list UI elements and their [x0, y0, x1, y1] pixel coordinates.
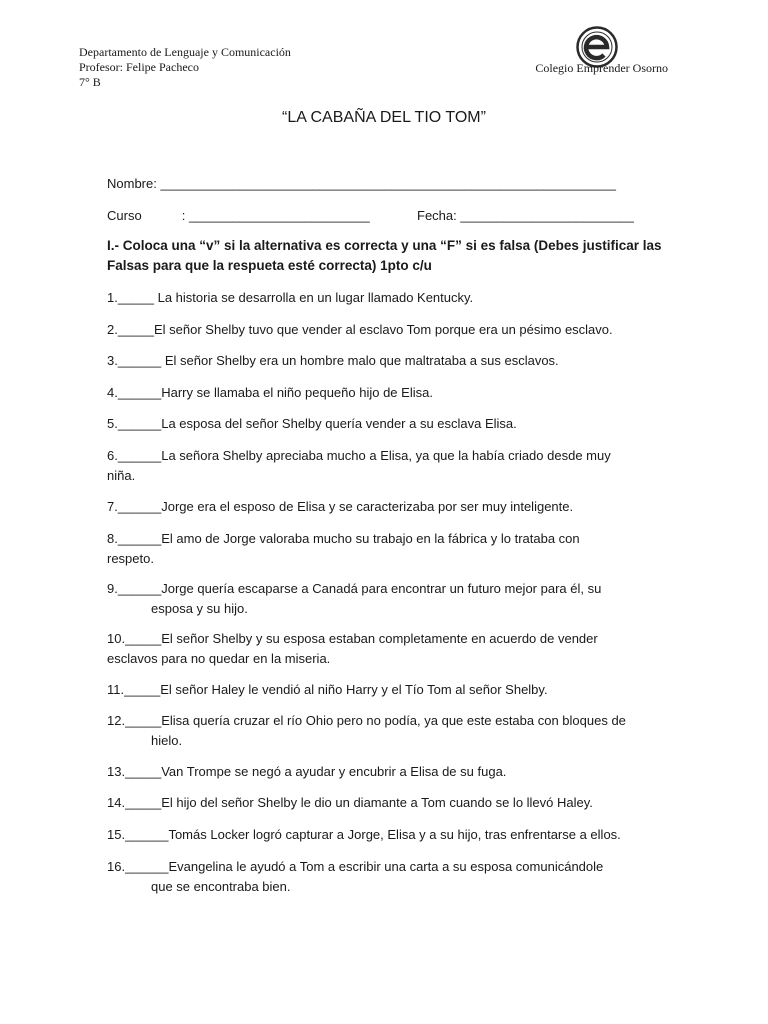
teacher-line: Profesor: Felipe Pacheco — [79, 60, 199, 74]
name-label: Nombre: — [107, 176, 157, 191]
school-name: Colegio Emprender Osorno — [535, 61, 668, 75]
question-text: 14._____El hijo del señor Shelby le dio un diamante a Tom cuando se lo llevó Haley. — [107, 795, 593, 810]
question-continuation: respeto. — [107, 550, 154, 566]
question-item — [107, 579, 667, 618]
question-item — [107, 793, 667, 813]
question-text: 1._____ La historia se desarrolla en un lugar llamado Kentucky. — [107, 290, 474, 305]
question-item — [107, 629, 667, 668]
question-item — [107, 414, 667, 434]
question-text: 9.______Jorge quería escaparse a Canadá para encontrar un futuro mejor para él, su — [107, 581, 602, 596]
name-field-row — [107, 174, 616, 194]
question-item — [107, 497, 667, 517]
question-item — [107, 446, 667, 485]
question-continuation: esclavos para no quedar en la miseria. — [107, 650, 331, 666]
question-text: 15.______Tomás Locker logró capturar a Jorge, Elisa y a su hijo, tras enfrentarse a ellos. — [107, 827, 621, 842]
question-continuation: hielo. — [151, 732, 183, 748]
question-text: 16.______Evangelina le ayudó a Tom a escribir una carta a su esposa comunicándole — [107, 859, 604, 874]
question-text: 2._____El señor Shelby tuvo que vender al esclavo Tom porque era un pésimo esclavo. — [107, 322, 613, 337]
question-item — [107, 762, 667, 782]
question-continuation: que se encontraba bien. — [151, 878, 291, 894]
question-text: 12._____Elisa quería cruzar el río Ohio pero no podía, ya que este estaba con bloques de — [107, 713, 626, 728]
date-field-row — [417, 206, 634, 226]
course-label: Curso — [107, 208, 142, 223]
question-text: 13._____Van Trompe se negó a ayudar y encubrir a Elisa de su fuga. — [107, 764, 507, 779]
question-item — [107, 857, 667, 896]
department-line: Departamento de Lenguaje y Comunicación — [79, 45, 291, 59]
question-text: 6.______La señora Shelby apreciaba mucho a Elisa, ya que la había criado desde muy — [107, 448, 611, 463]
question-continuation: esposa y su hijo. — [151, 600, 248, 616]
course-blank[interactable]: _________________________ — [188, 208, 370, 223]
date-label: Fecha: — [417, 208, 457, 223]
question-text: 5.______La esposa del señor Shelby quería vender a su esclava Elisa. — [107, 416, 517, 431]
name-blank[interactable]: _______________________________________________________________ — [160, 176, 616, 191]
question-text: 8.______El amo de Jorge valoraba mucho su trabajo en la fábrica y lo trataba con — [107, 531, 580, 546]
document-title: “LA CABAÑA DEL TIO TOM” — [282, 109, 486, 126]
question-item — [107, 351, 667, 371]
question-text: 10._____El señor Shelby y su esposa estaban completamente en acuerdo de vender — [107, 631, 598, 646]
course-field-row — [107, 206, 370, 226]
header-info — [79, 45, 291, 90]
instructions: I.- Coloca una “v” si la alternativa es correcta y una “F” si es falsa (Debes justificar las Falsas para que la respueta esté correcta) 1pto c/u — [107, 238, 662, 273]
question-continuation: niña. — [107, 467, 136, 483]
date-blank[interactable]: ________________________ — [460, 208, 634, 223]
question-text: 4.______Harry se llamaba el niño pequeño hijo de Elisa. — [107, 385, 433, 400]
question-item — [107, 825, 667, 845]
grade-line: 7° B — [79, 75, 101, 89]
question-text: 3.______ El señor Shelby era un hombre malo que maltrataba a sus esclavos. — [107, 353, 559, 368]
course-separator: : — [181, 208, 186, 223]
question-item — [107, 383, 667, 403]
question-text: 11._____El señor Haley le vendió al niño Harry y el Tío Tom al señor Shelby. — [107, 682, 548, 697]
question-text: 7.______Jorge era el esposo de Elisa y se caracterizaba por ser muy inteligente. — [107, 499, 574, 514]
question-item — [107, 680, 667, 700]
question-item — [107, 320, 667, 340]
question-item — [107, 529, 667, 568]
question-item — [107, 711, 667, 750]
question-item — [107, 288, 667, 308]
